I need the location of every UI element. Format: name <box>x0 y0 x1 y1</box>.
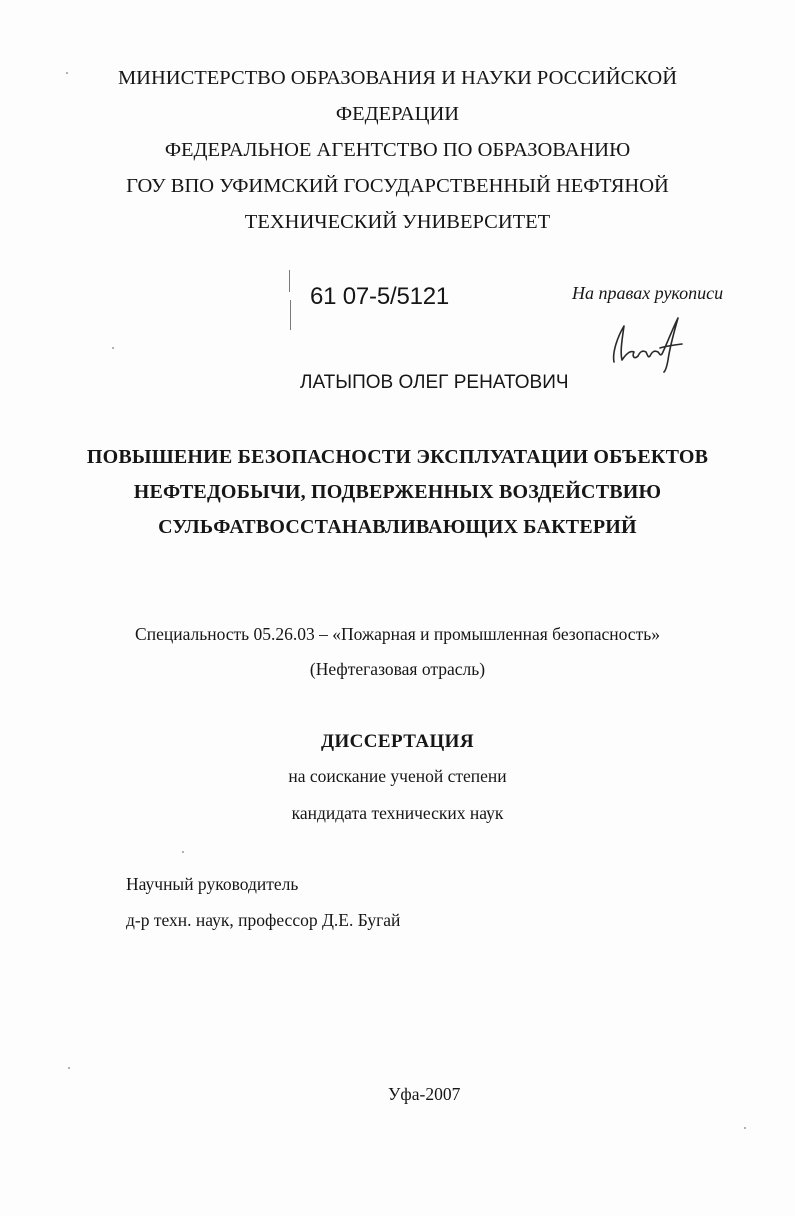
place-year: Уфа-2007 <box>388 1084 461 1104</box>
scan-speck <box>66 72 68 74</box>
scan-speck <box>182 851 184 853</box>
ministry-line-1: МИНИСТЕРСТВО ОБРАЗОВАНИЯ И НАУКИ РОССИЙСКОЙ <box>117 67 678 89</box>
rights-note: На правах рукописи <box>572 283 724 303</box>
signature-stroke <box>614 318 682 372</box>
supervisor-label: Научный руководитель <box>126 874 299 894</box>
specialty-line-2: (Нефтегазовая отрасль) <box>309 659 486 679</box>
dissertation-heading: ДИССЕРТАЦИЯ <box>321 731 474 752</box>
title-line-3: СУЛЬФАТВОССТАНАВЛИВАЮЩИХ БАКТЕРИЙ <box>158 516 637 538</box>
supervisor-name: д-р техн. наук, профессор Д.Е. Бугай <box>126 910 401 930</box>
author-name: ЛАТЫПОВ ОЛЕГ РЕНАТОВИЧ <box>300 372 569 393</box>
catalog-number: 61 07-5/5121 <box>310 283 450 310</box>
ministry-line-2: ФЕДЕРАЦИИ <box>335 103 460 125</box>
agency-line: ФЕДЕРАЛЬНОЕ АГЕНТСТВО ПО ОБРАЗОВАНИЮ <box>164 139 631 161</box>
specialty-line-1: Специальность 05.26.03 – «Пожарная и промышленная безопасность» <box>135 624 660 644</box>
university-line-1: ГОУ ВПО УФИМСКИЙ ГОСУДАРСТВЕННЫЙ НЕФТЯНОЙ <box>126 175 669 197</box>
degree-line-1: на соискание ученой степени <box>288 766 507 786</box>
scan-speck <box>112 347 114 349</box>
title-line-2: НЕФТЕДОБЫЧИ, ПОДВЕРЖЕННЫХ ВОЗДЕЙСТВИЮ <box>133 481 662 503</box>
author-signature <box>604 312 686 374</box>
stamp-bracket-top <box>289 270 290 292</box>
stamp-bracket-bottom <box>290 300 291 330</box>
scan-speck <box>744 1127 746 1129</box>
degree-line-2: кандидата технических наук <box>291 803 504 823</box>
title-line-1: ПОВЫШЕНИЕ БЕЗОПАСНОСТИ ЭКСПЛУАТАЦИИ ОБЪЕКТОВ <box>86 446 709 468</box>
university-line-2: ТЕХНИЧЕСКИЙ УНИВЕРСИТЕТ <box>244 211 551 233</box>
scan-speck <box>68 1067 70 1069</box>
